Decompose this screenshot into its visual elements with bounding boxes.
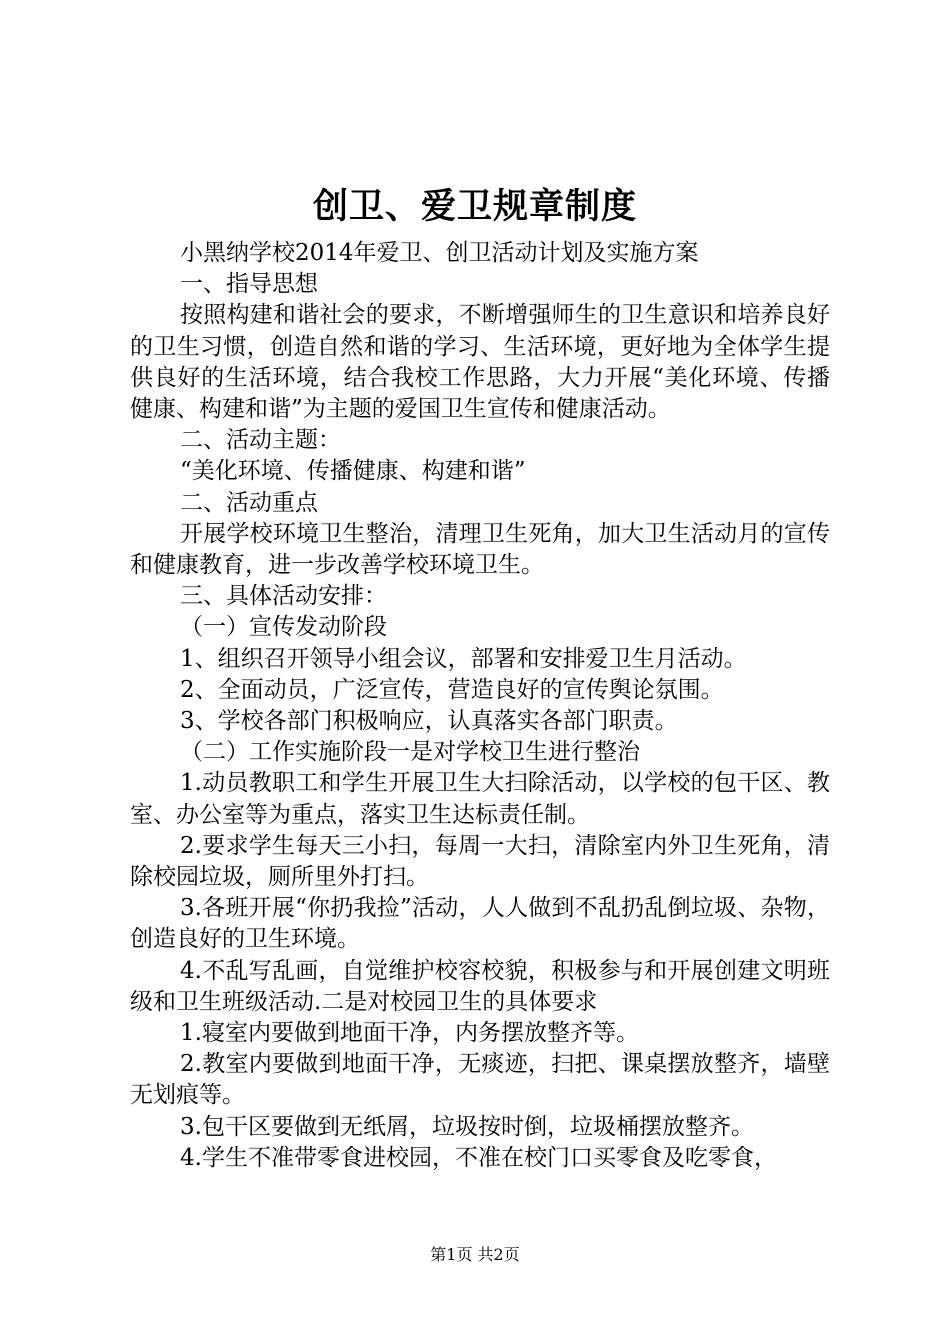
paragraph-guiding-thought: 按照构建和谐社会的要求，不断增强师生的卫生意识和培养良好的卫生习惯，创造自然和谐的学习、生活环境，更好地为全体学生提供良好的生活环境，结合我校工作思路，大力开展“美化环境、传播健康、构建和谐”为主题的爱国卫生宣传和健康活动。 [130, 302, 830, 423]
section-heading-arrangement: 三、具体活动安排： [180, 583, 387, 610]
plan-heading: 小黑纳学校2014年爱卫、创卫活动计划及实施方案 [180, 240, 699, 266]
list-item: 2.教室内要做到地面干净，无痰迹，扫把、课桌摆放整齐，墙壁无划痕等。 [130, 1051, 830, 1109]
section-heading-theme: 二、活动主题： [180, 427, 341, 454]
list-item: 4.不乱写乱画，自觉维护校容校貌，积极参与和开展创建文明班级和卫生班级活动.二是对校园卫生的具体要求 [130, 957, 830, 1015]
list-item: 4.学生不准带零食进校园，不准在校门口买零食及吃零食， [180, 1144, 777, 1171]
subsection-heading-publicity: （一）宣传发动阶段 [180, 614, 387, 641]
list-item: 3.包干区要做到无纸屑，垃圾按时倒，垃圾桶摆放整齐。 [180, 1113, 754, 1140]
paragraph-focus: 开展学校环境卫生整治，清理卫生死角，加大卫生活动月的宣传和健康教育，进一步改善学校环境卫生。 [130, 520, 830, 579]
list-item: 2、全面动员，广泛宣传，营造良好的宣传舆论氛围。 [180, 676, 724, 703]
section-heading-guiding-thought: 一、指导思想 [180, 271, 318, 298]
section-heading-focus: 二、活动重点 [180, 489, 318, 516]
page-footer: 第1页 共2页 [430, 1245, 520, 1264]
list-item: 1.动员教职工和学生开展卫生大扫除活动，以学校的包干区、教室、办公室等为重点，落实卫生达标责任制。 [130, 770, 830, 828]
list-item: 2.要求学生每天三小扫，每周一大扫，清除室内外卫生死角，清除校园垃圾，厕所里外打扫。 [130, 832, 830, 891]
subsection-heading-implementation: （二）工作实施阶段一是对学校卫生进行整治 [180, 739, 640, 766]
document-body [130, 238, 830, 1174]
document-title: 创卫、爱卫规章制度 [312, 186, 637, 227]
list-item: 3.各班开展“你扔我捡”活动，人人做到不乱扔乱倒垃圾、杂物，创造良好的卫生环境。 [130, 895, 830, 953]
list-item: 1.寝室内要做到地面干净，内务摆放整齐等。 [180, 1020, 639, 1047]
list-item: 3、学校各部门积极响应，认真落实各部门职责。 [180, 708, 678, 735]
list-item: 1、组织召开领导小组会议，部署和安排爱卫生月活动。 [180, 645, 747, 672]
paragraph-theme: “美化环境、传播健康、构建和谐” [180, 458, 526, 485]
